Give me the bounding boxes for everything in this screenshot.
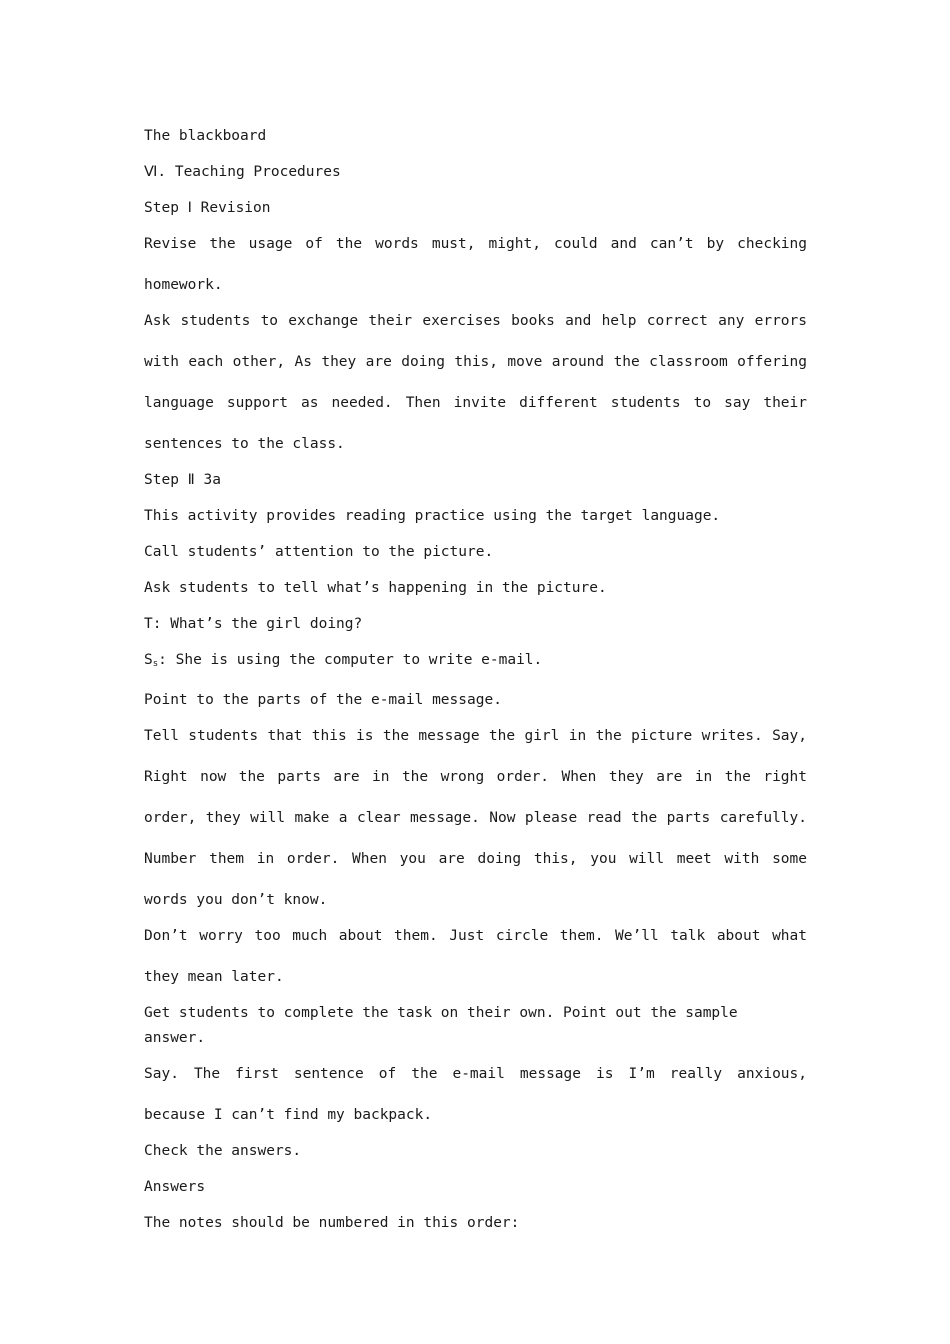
- dialogue-teacher-line: T: What’s the girl doing?: [144, 616, 363, 632]
- document-body: [144, 124, 807, 1247]
- step1-title: Step Ⅰ Revision: [144, 200, 271, 216]
- teaching-procedures-heading: Ⅵ. Teaching Procedures: [144, 164, 341, 180]
- answers-order-line: The notes should be numbered in this order:: [144, 1215, 520, 1231]
- step2-paragraph-dont-worry: Don’t worry too much about them. Just circle them. We’ll talk about what they mean later.: [144, 928, 807, 985]
- answers-heading: Answers: [144, 1179, 206, 1195]
- dialogue-students-subscript: s: [152, 659, 159, 669]
- step2-title: Step Ⅱ 3a: [144, 472, 221, 488]
- dialogue-students-prefix: S: [144, 652, 153, 668]
- step2-check-line: Check the answers.: [144, 1143, 302, 1159]
- step1-paragraph-revise: Revise the usage of the words must, might, could and can’t by checking homework.: [144, 236, 807, 293]
- step2-point-line: Point to the parts of the e-mail message.: [144, 692, 502, 708]
- dialogue-students-line: [144, 648, 807, 677]
- dialogue-students-text: : She is using the computer to write e-mail.: [158, 652, 543, 668]
- step2-attention-line: Call students’ attention to the picture.: [144, 544, 494, 560]
- step2-complete-line: Get students to complete the task on their own. Point out the sample answer.: [144, 1005, 738, 1046]
- step2-activity-line: This activity provides reading practice using the target language.: [144, 508, 721, 524]
- step2-paragraph-instructions: Tell students that this is the message the girl in the picture writes. Say, Right now the parts are in the wrong order. When they are in the right order, they will make a clear message. Now please read the parts carefully. Number them in order. When you are doing this, you will meet with some words you don’t know.: [144, 728, 807, 908]
- step2-ask-line: Ask students to tell what’s happening in the picture.: [144, 580, 607, 596]
- step1-paragraph-exchange: Ask students to exchange their exercises books and help correct any errors with each other, As they are doing this, move around the classroom offering language support as needed. Then invite different students to say their sentences to the class.: [144, 313, 807, 452]
- blackboard-heading: The blackboard: [144, 128, 267, 144]
- step2-paragraph-sample: Say. The first sentence of the e-mail message is I’m really anxious, because I can’t find my backpack.: [144, 1066, 807, 1123]
